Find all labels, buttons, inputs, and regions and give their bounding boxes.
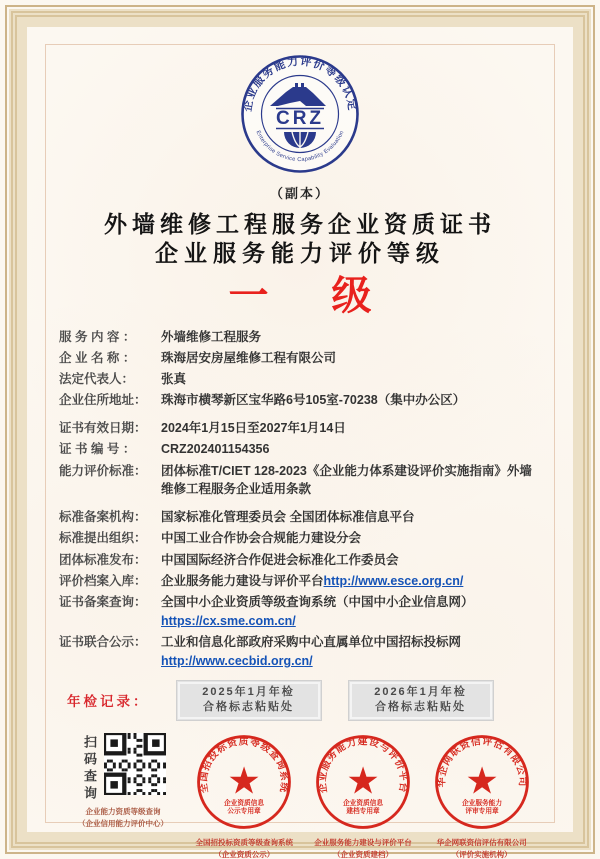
- field-row-validity-period: [59, 419, 541, 438]
- annual-inspection-box-2025: [176, 680, 322, 722]
- red-seal-icon: [314, 733, 412, 831]
- field-row-evaluation-archive: [59, 572, 541, 591]
- field-value-text: 工业和信息化部政府采购中心直属单位中国招标投标网: [161, 635, 462, 649]
- field-value: 中国工业合作协会合规能力建设分会: [161, 531, 362, 546]
- field-label: 服 务 内 容 ：: [59, 329, 136, 344]
- field-label: 能力评价标准：: [59, 463, 147, 478]
- seal-caption: [185, 837, 304, 859]
- field-label: 标准备案机构：: [59, 510, 147, 524]
- qr-code: [104, 733, 166, 795]
- annual-box-line2: 合格标志粘贴处: [203, 701, 294, 714]
- annual-inspection-row: [59, 680, 541, 722]
- field-label: 企业住所地址：: [59, 393, 147, 408]
- field-list: [59, 328, 541, 671]
- field-value: CRZ202401154356: [161, 442, 270, 457]
- field-row-standard-publisher: [59, 551, 541, 570]
- crz-logo-emblem: [240, 54, 360, 174]
- field-value: 珠海市横琴新区宝华路6号105室-70238（集中办公区）: [161, 393, 466, 408]
- field-value: [161, 572, 541, 591]
- cecbid-link[interactable]: http://www.cecbid.org.cn/: [161, 653, 313, 668]
- seal-arc-text: 企业服务能力建设与评价平台: [317, 736, 409, 795]
- field-label: 团体标准发布：: [59, 552, 147, 567]
- red-seal-icon: [433, 733, 531, 831]
- annual-box-line1: 2026年1月年检: [374, 685, 467, 698]
- seal-caption: [422, 837, 541, 859]
- grade-level: 一 级: [228, 273, 398, 318]
- field-label: 证书联合公示：: [59, 635, 147, 649]
- seal-arc-text: 全国招投标资质等级查询系统: [198, 736, 290, 795]
- annual-box-line2: 合格标志粘贴处: [375, 701, 466, 714]
- field-value-text: 企业服务能力建设与评价平台: [161, 573, 324, 588]
- field-label: 评价档案入库：: [59, 573, 147, 588]
- field-value: [161, 593, 541, 631]
- field-value: 外墙维修工程服务: [161, 329, 262, 344]
- field-label: 法定代表人：: [59, 372, 135, 386]
- seal-inner-line1: 企业资质信息: [224, 800, 265, 808]
- copy-label: （副本）: [269, 186, 330, 201]
- qr-block: [61, 733, 185, 829]
- logo-bottom-arc-text: Enterprise Service Capability Evaluation: [254, 129, 346, 164]
- qr-side-label: 扫码查询: [81, 735, 97, 804]
- star-icon: ★: [227, 759, 262, 802]
- seal-evaluation-platform: [304, 733, 423, 859]
- field-row-service-content: [59, 328, 541, 347]
- star-icon: ★: [346, 759, 380, 802]
- field-value: 团体标准T/CIET 128-2023《企业能力体系建设评价实施指南》外墙维修工程服务企业适用条款: [161, 463, 532, 497]
- esce-link[interactable]: http://www.esce.org.cn/: [323, 573, 464, 588]
- annual-inspection-box-2026: [348, 680, 494, 722]
- field-row-standard-filing-agency: [59, 508, 541, 527]
- seal-caption-line1: 全国招投标资质等级查询系统: [195, 838, 294, 848]
- field-row-certificate-filing-query: [59, 593, 541, 631]
- field-row-joint-publicity: [59, 633, 541, 671]
- seal-caption-line1: 企业服务能力建设与评价平台: [314, 838, 412, 848]
- field-label: 证书有效日期：: [59, 421, 147, 435]
- seal-arc-text: 华企网联资信评估有限公司: [436, 736, 528, 788]
- field-label: 企 业 名 称 ：: [59, 350, 136, 365]
- field-label: 证 书 编 号 ：: [59, 442, 136, 457]
- field-label: 证书备案查询：: [59, 595, 147, 609]
- annual-inspection-label: 年检记录：: [67, 694, 150, 710]
- certificate-title-line1: 外墙维修工程服务企业资质证书: [104, 211, 496, 237]
- certificate-content: [45, 44, 555, 859]
- red-seal-icon: [195, 733, 293, 831]
- seal-caption-line2: （评价实施机构）: [451, 849, 512, 859]
- seal-assessment-company: [422, 733, 541, 859]
- seal-inner-line1: 企业服务能力: [461, 800, 502, 808]
- field-label: 标准提出组织：: [59, 531, 147, 546]
- seal-caption-line1: 华企网联资信评估有限公司: [436, 838, 527, 848]
- annual-box-line1: 2025年1月年检: [202, 685, 295, 698]
- seal-publicity-system: [185, 733, 304, 859]
- qr-caption: [61, 806, 185, 829]
- field-value: 珠海居安房屋维修工程有限公司: [161, 350, 337, 365]
- field-row-company-name: [59, 349, 541, 368]
- bottom-row: [59, 733, 541, 859]
- seal-inner-line2: 评审专用章: [464, 808, 499, 816]
- seal-caption-line2: （企业资质公示）: [214, 849, 275, 859]
- qr-caption-line1: 企业能力资质等级查询: [85, 807, 161, 817]
- seal-inner-line2: 建档专用章: [346, 808, 380, 816]
- sme-link[interactable]: https://cx.sme.com.cn/: [161, 613, 296, 628]
- star-icon: ★: [464, 759, 499, 802]
- field-value: 2024年1月15日至2027年1月14日: [161, 421, 346, 435]
- field-row-company-address: [59, 391, 541, 410]
- seal-inner-line1: 企业资质信息: [342, 800, 383, 808]
- field-value-text: 全国中小企业资质等级查询系统（中国中小企业信息网）: [161, 595, 474, 609]
- seal-caption-line2: （企业资质建档）: [332, 849, 393, 859]
- field-value: 中国国际经济合作促进会标准化工作委员会: [161, 552, 399, 567]
- field-value: 张真: [161, 372, 187, 386]
- field-row-certificate-number: [59, 440, 541, 459]
- field-row-legal-representative: [59, 370, 541, 389]
- field-value: 国家标准化管理委员会 全国团体标准信息平台: [161, 510, 415, 524]
- logo-top-arc-text: 企业服务能力评价等级认定: [241, 55, 359, 113]
- seal-inner-line2: 公示专用章: [227, 808, 261, 816]
- seal-caption: [304, 837, 423, 859]
- certificate-title-line2: 企业服务能力评价等级: [155, 239, 445, 266]
- qr-caption-line2: （企业信用能力评价中心）: [77, 818, 168, 828]
- field-row-standard-proposing-org: [59, 529, 541, 548]
- crz-logo: [59, 54, 541, 179]
- field-row-evaluation-standard: [59, 462, 541, 500]
- field-value: [161, 633, 541, 671]
- logo-crz-text: CRZ: [275, 108, 325, 129]
